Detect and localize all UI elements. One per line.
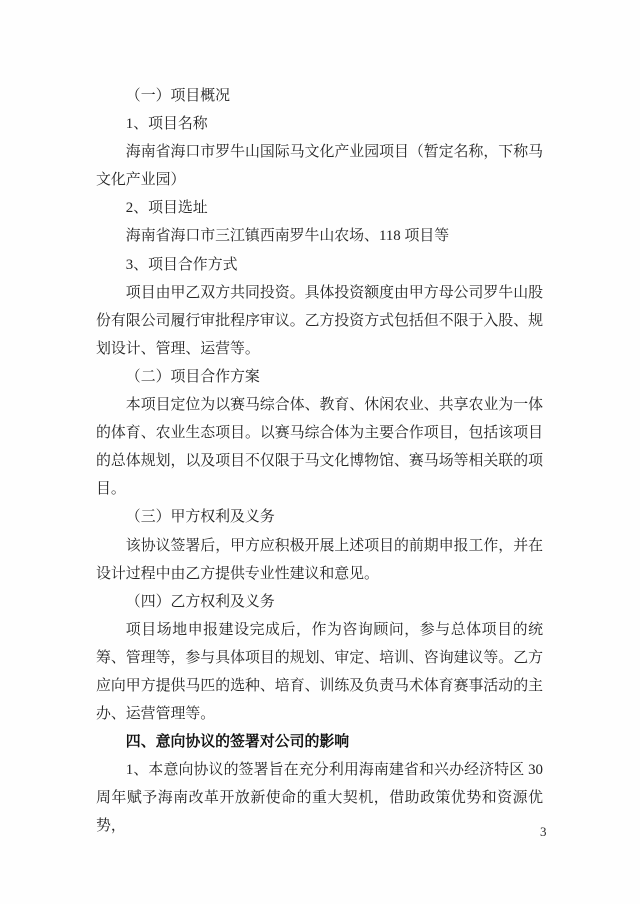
item-heading-project-name: 1、项目名称 <box>125 116 208 133</box>
paragraph-project-site: 海南省海口市三江镇西南罗牛山农场、118 项目等 <box>125 228 450 245</box>
paragraph-party-b-rights: 项目场地申报建设完成后，作为咨询顾问，参与总体项目的统筹、管理等，参与具体项目的规划、审定、培训、咨询建议等。乙方应向甲方提供马匹的选种、培育、训练及负责马术体育赛事活动的主办、运营管理等。 <box>96 621 543 723</box>
section-heading-party-b-rights: （四）乙方权利及义务 <box>125 593 275 610</box>
document-body <box>96 82 543 841</box>
section-heading-party-a-rights: （三）甲方权利及义务 <box>125 509 275 526</box>
paragraph-cooperation-plan: 本项目定位为以赛马综合体、教育、休闲农业、共享农业为一体的体育、农业生态项目。以赛马综合体为主要合作项目，包括该项目的总体规划，以及项目不仅限于马文化博物馆、赛马场等相关联的项目。 <box>96 397 543 498</box>
paragraph-agreement-impact-1: 1、本意向协议的签署旨在充分利用海南建省和兴办经济特区 30 周年赋予海南改革开放新使命的重大契机，借助政策优势和资源优势， <box>96 762 543 835</box>
chapter-heading-agreement-impact: 四、意向协议的签署对公司的影响 <box>125 734 350 751</box>
item-heading-project-site: 2、项目选址 <box>125 200 208 217</box>
section-heading-cooperation-plan: （二）项目合作方案 <box>125 368 260 385</box>
paragraph-cooperation-mode: 项目由甲乙双方共同投资。具体投资额度由甲方母公司罗牛山股份有限公司履行审批程序审议。乙方投资方式包括但不限于入股、规划设计、管理、运营等。 <box>96 284 543 357</box>
paragraph-project-name: 海南省海口市罗牛山国际马文化产业园项目（暂定名称，下称马文化产业园） <box>96 144 543 189</box>
paragraph-party-a-rights: 该协议签署后，甲方应积极开展上述项目的前期申报工作，并在设计过程中由乙方提供专业性建议和意见。 <box>96 537 543 582</box>
section-heading-project-overview: （一）项目概况 <box>125 88 231 104</box>
page-number: 3 <box>540 824 547 839</box>
item-heading-cooperation-mode: 3、项目合作方式 <box>125 256 238 273</box>
